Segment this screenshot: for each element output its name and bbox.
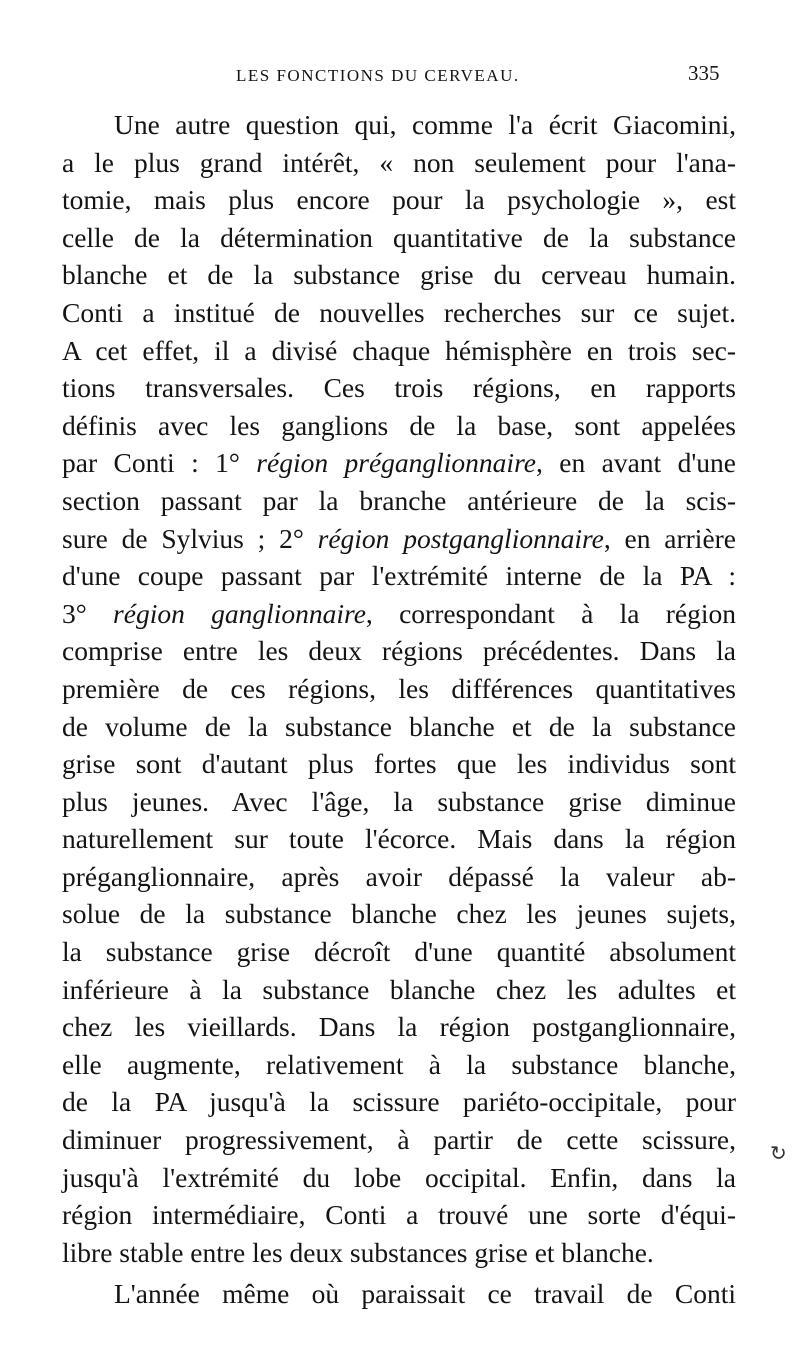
text-line bbox=[62, 1046, 736, 1084]
text-run: A cet effet, il a divisé chaque hémisphère en trois sec- bbox=[62, 334, 736, 366]
text-run: section passant par la branche antérieure de la scis- bbox=[62, 484, 736, 516]
text-line bbox=[62, 444, 736, 482]
text-run: par Conti : 1° bbox=[62, 447, 257, 479]
text-line bbox=[62, 407, 736, 445]
text-run: , en arrière bbox=[603, 522, 737, 554]
text-run: , en avant d'une bbox=[535, 447, 737, 479]
text-run: blanche et de la substance grise du cerveau humain. bbox=[62, 259, 736, 291]
text-run: tions transversales. Ces trois régions, en rapports bbox=[62, 372, 736, 404]
text-run: plus jeunes. Avec l'âge, la substance grise diminue bbox=[62, 785, 736, 817]
text-line bbox=[62, 332, 736, 370]
text-line bbox=[62, 1083, 736, 1121]
text-line bbox=[62, 482, 736, 520]
page-number: 335 bbox=[688, 61, 720, 85]
text-run: naturellement sur toute l'écorce. Mais dans la région bbox=[62, 823, 736, 855]
text-run: jusqu'à l'extrémité du lobe occipital. Enfin, dans la bbox=[62, 1161, 736, 1193]
text-run: Une autre question qui, comme l'a écrit Giacomini, bbox=[114, 109, 736, 140]
text-line bbox=[62, 895, 736, 933]
text-line bbox=[62, 1159, 736, 1197]
text-run: de la PA jusqu'à la scissure pariéto-occipitale, pour bbox=[62, 1086, 736, 1118]
text-line bbox=[62, 1121, 736, 1159]
text-run: libre stable entre les deux substances grise et blanche. bbox=[62, 1236, 654, 1268]
text-run: région intermédiaire, Conti a trouvé une sorte d'équi- bbox=[62, 1199, 736, 1231]
text-line bbox=[62, 144, 736, 182]
body-text bbox=[62, 106, 736, 1313]
text-run: tomie, mais plus encore pour la psychologie », est bbox=[62, 184, 736, 216]
italic-term: région postganglionnaire bbox=[317, 522, 604, 554]
text-run: elle augmente, relativement à la substance blanche, bbox=[62, 1048, 736, 1080]
text-run: d'une coupe passant par l'extrémité interne de la PA : bbox=[62, 560, 736, 592]
text-line bbox=[62, 632, 736, 670]
italic-term: région ganglionnaire bbox=[113, 597, 366, 629]
text-run: inférieure à la substance blanche chez les adultes et bbox=[62, 973, 736, 1005]
text-run: celle de la détermination quantitative de la substance bbox=[62, 221, 736, 253]
text-line bbox=[62, 933, 736, 971]
text-line bbox=[62, 1008, 736, 1046]
text-line bbox=[62, 181, 736, 219]
text-line bbox=[62, 294, 736, 332]
text-line bbox=[62, 557, 736, 595]
text-run: a le plus grand intérêt, « non seulement pour l'ana- bbox=[62, 146, 736, 178]
text-line bbox=[62, 595, 736, 633]
italic-term: région préganglionnaire bbox=[256, 447, 536, 479]
text-line bbox=[62, 1275, 736, 1313]
text-line bbox=[62, 783, 736, 821]
text-run: chez les vieillards. Dans la région postganglionnaire, bbox=[62, 1011, 736, 1043]
text-run: , correspondant à la région bbox=[365, 597, 736, 629]
text-line bbox=[62, 708, 736, 746]
paragraph bbox=[62, 1275, 736, 1313]
text-run: préganglionnaire, après avoir dépassé la valeur ab- bbox=[62, 860, 736, 892]
text-line bbox=[62, 256, 736, 294]
text-run: définis avec les ganglions de la base, sont appelées bbox=[62, 409, 736, 441]
paragraph bbox=[62, 106, 736, 1271]
text-run: solue de la substance blanche chez les jeunes sujets, bbox=[62, 898, 736, 930]
text-line bbox=[62, 670, 736, 708]
text-line bbox=[62, 971, 736, 1009]
text-run: L'année même où paraissait ce travail de Conti bbox=[114, 1278, 736, 1310]
text-run: de volume de la substance blanche et de la substance bbox=[62, 710, 736, 742]
text-run: première de ces régions, les différences quantitatives bbox=[62, 672, 736, 704]
text-line bbox=[62, 820, 736, 858]
text-run: Conti a institué de nouvelles recherches sur ce sujet. bbox=[62, 296, 736, 328]
text-line bbox=[62, 1196, 736, 1234]
text-line bbox=[62, 1234, 736, 1272]
text-run: la substance grise décroît d'une quantité absolument bbox=[62, 936, 736, 968]
text-line bbox=[62, 219, 736, 257]
text-run: grise sont d'autant plus fortes que les individus sont bbox=[62, 748, 736, 780]
text-run: sure de Sylvius ; 2° bbox=[62, 522, 318, 554]
text-run: 3° bbox=[62, 597, 114, 629]
text-line bbox=[62, 745, 736, 783]
text-run: comprise entre les deux régions précédentes. Dans la bbox=[62, 635, 736, 667]
text-run: diminuer progressivement, à partir de cette scissure, bbox=[62, 1124, 736, 1156]
text-line bbox=[62, 106, 736, 144]
margin-ink-mark: ↻ bbox=[770, 1143, 787, 1165]
text-line bbox=[62, 520, 736, 558]
text-line bbox=[62, 369, 736, 407]
text-line bbox=[62, 858, 736, 896]
running-title: LES FONCTIONS DU CERVEAU. bbox=[236, 66, 520, 85]
